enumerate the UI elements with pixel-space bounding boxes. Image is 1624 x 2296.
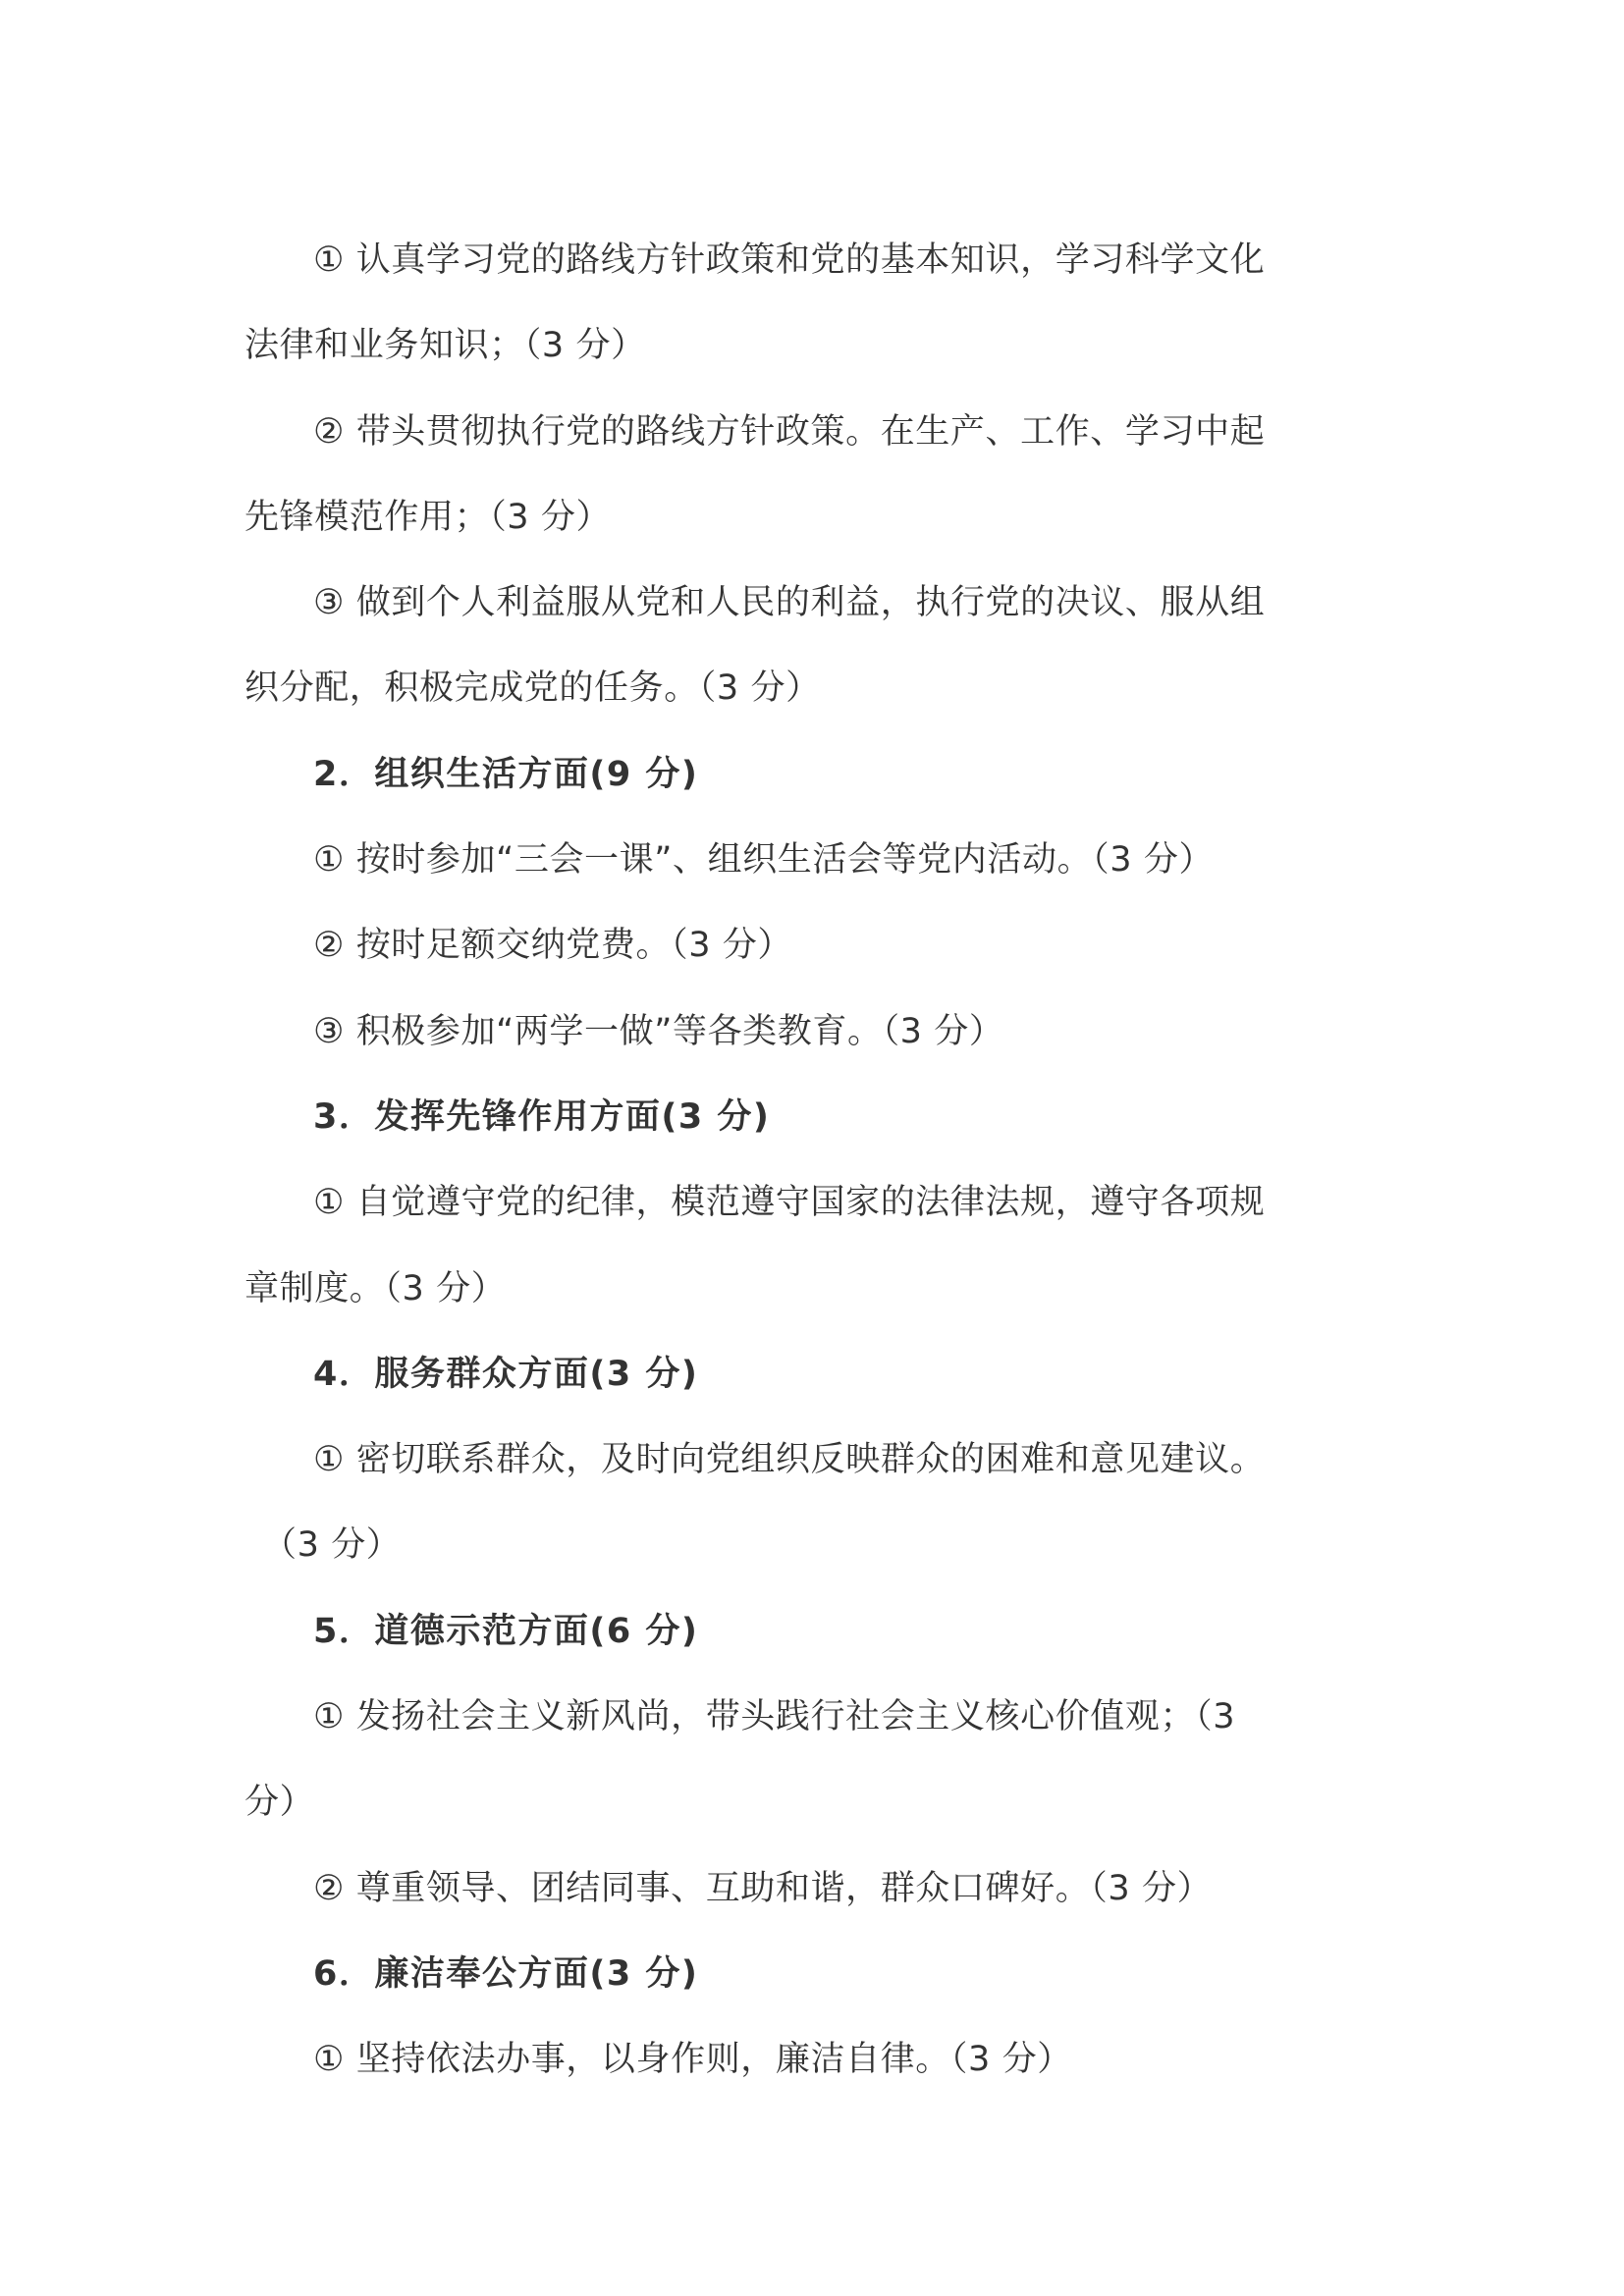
section-heading: [244, 1075, 1393, 1160]
text-line: ① 按时参加“三会一课”、组织生活会等党内活动。（3 分）: [313, 840, 1215, 881]
heading-text: 6．廉洁奉公方面(3 分): [313, 1953, 699, 1994]
text-line: 法律和业务知识；（3 分）: [244, 326, 646, 366]
text-line: 章制度。（3 分）: [244, 1268, 507, 1308]
section-heading: [244, 1589, 1393, 1675]
item-line: [244, 818, 1393, 903]
heading-text: 2．组织生活方面(9 分): [313, 754, 699, 794]
item-line-continuation: [244, 1760, 1393, 1845]
item-line-start: [244, 1417, 1393, 1503]
heading-text: 3．发挥先锋作用方面(3 分): [313, 1096, 771, 1137]
text-line: ① 密切联系群众，及时向党组织反映群众的困难和意见建议。: [313, 1440, 1266, 1480]
heading-text: 4．服务群众方面(3 分): [313, 1354, 699, 1394]
text-line: ③ 积极参加“两学一做”等各类教育。（3 分）: [313, 1011, 1004, 1051]
heading-text: 5．道德示范方面(6 分): [313, 1611, 699, 1651]
text-line: ① 坚持依法办事，以身作则，廉洁自律。（3 分）: [313, 2040, 1072, 2080]
item-line-start: [244, 1160, 1393, 1246]
section-heading: [244, 732, 1393, 818]
text-line: ② 按时足额交纳党费。（3 分）: [313, 926, 792, 966]
text-line: ① 认真学习党的路线方针政策和党的基本知识，学习科学文化: [313, 240, 1266, 280]
text-line: （3 分）: [262, 1525, 402, 1566]
item-line-continuation: [244, 475, 1393, 561]
item-line-continuation: [244, 646, 1393, 731]
text-line: ③ 做到个人利益服从党和人民的利益，执行党的决议、服从组: [313, 583, 1266, 623]
text-line: ① 自觉遵守党的纪律，模范遵守国家的法律法规，遵守各项规: [313, 1183, 1266, 1223]
text-line: 织分配，积极完成党的任务。（3 分）: [244, 668, 821, 709]
item-line-start: [244, 561, 1393, 646]
section-heading: [244, 1932, 1393, 2017]
item-line: [244, 1846, 1393, 1932]
item-line: [244, 2017, 1393, 2103]
text-line: 先锋模范作用；（3 分）: [244, 497, 612, 537]
item-line: [244, 903, 1393, 988]
text-line: ② 尊重领导、团结同事、互助和谐，群众口碑好。（3 分）: [313, 1868, 1213, 1908]
item-line-start: [244, 390, 1393, 475]
text-line: 分）: [244, 1783, 315, 1823]
item-line-continuation: [244, 1503, 1393, 1588]
item-line-continuation: [244, 303, 1393, 389]
item-line-continuation: [244, 1247, 1393, 1332]
text-line: ② 带头贯彻执行党的路线方针政策。在生产、工作、学习中起: [313, 411, 1266, 452]
item-line-start: [244, 1675, 1393, 1760]
item-line-start: [244, 218, 1393, 303]
item-line: [244, 989, 1393, 1075]
document-body: [244, 218, 1393, 2104]
section-heading: [244, 1332, 1393, 1417]
text-line: ① 发扬社会主义新风尚，带头践行社会主义核心价值观；（3: [313, 1697, 1236, 1737]
